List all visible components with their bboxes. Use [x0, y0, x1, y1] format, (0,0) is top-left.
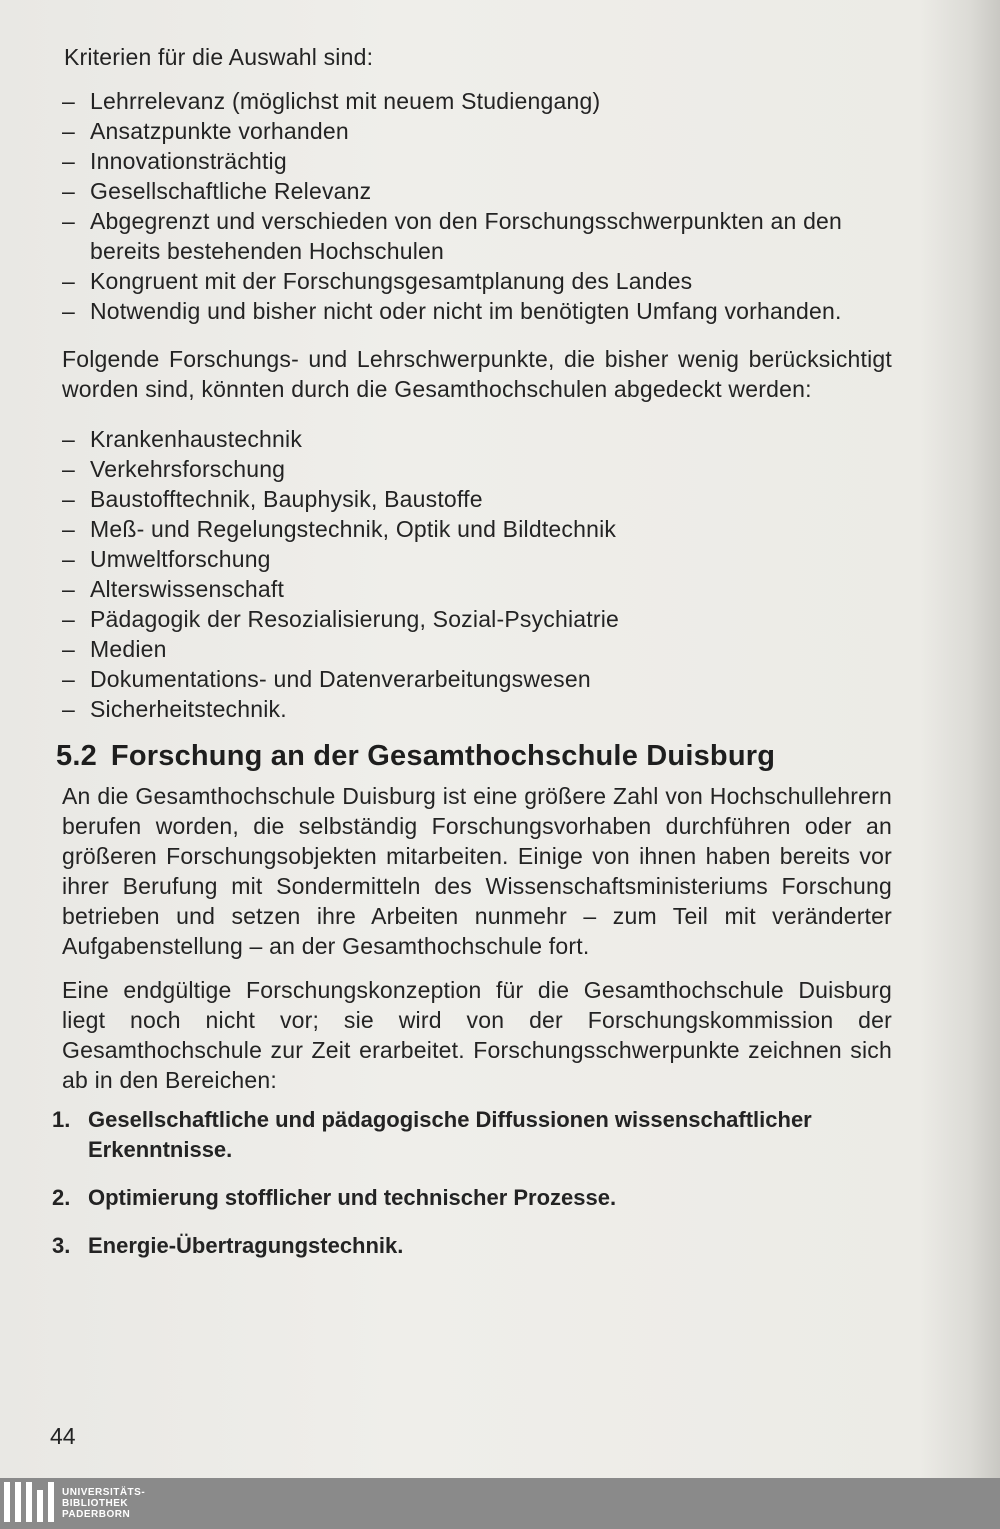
section-heading	[56, 740, 892, 773]
list-item: – Medien	[62, 634, 892, 664]
library-footer	[0, 1478, 1000, 1529]
list-item: – Innovationsträchtig	[62, 146, 892, 176]
library-name-line: PADERBORN	[62, 1509, 131, 1520]
focus-areas-list	[62, 424, 892, 724]
list-item	[52, 1105, 892, 1165]
body-paragraph: An die Gesamthochschule Duisburg ist eine größere Zahl von Hochschullehrern berufen worden, die selbständig Forschungsvorhaben durchführen oder an größeren Forschungsobjekten mitarbeiten. Einige von ihnen haben bereits vor ihrer Berufung mit Sondermitteln des Wissenschaftsministeriums Forschung betrieben und setzen ihre Arbeiten nunmehr – zum Teil mit veränderter Aufgabenstellung – an der Gesamthochschule fort.	[62, 783, 892, 959]
item-number: 3.	[52, 1233, 71, 1258]
item-number: 2.	[52, 1185, 71, 1210]
list-item: – Lehrrelevanz (möglichst mit neuem Studiengang)	[62, 86, 892, 116]
item-text: Optimierung stofflicher und technischer Prozesse.	[88, 1185, 617, 1210]
list-item: – Meß- und Regelungstechnik, Optik und Bildtechnik	[62, 514, 892, 544]
list-item: – Verkehrsforschung	[62, 454, 892, 484]
list-item	[52, 1183, 892, 1213]
list-item: – Baustofftechnik, Bauphysik, Baustoffe	[62, 484, 892, 514]
list-item: – Krankenhaustechnik	[62, 424, 892, 454]
criteria-list	[62, 86, 892, 326]
list-item: – Alterswissenschaft	[62, 574, 892, 604]
library-name	[62, 1487, 145, 1520]
list-item: – Gesellschaftliche Relevanz	[62, 176, 892, 206]
criteria-intro: Kriterien für die Auswahl sind:	[64, 44, 374, 70]
library-name-line: BIBLIOTHEK	[62, 1498, 129, 1509]
page-number: 44	[50, 1423, 76, 1449]
list-item: – Pädagogik der Resozialisierung, Sozial-Psychiatrie	[62, 604, 892, 634]
page-content	[52, 42, 892, 1279]
item-text: Gesellschaftliche und pädagogische Diffussionen wissenschaftlicher Erkenntnisse.	[88, 1107, 812, 1162]
list-item: – Abgegrenzt und verschieden von den Forschungsschwerpunkten an den bereits bestehenden Hochschulen	[62, 206, 892, 266]
body-paragraph: Eine endgültige Forschungskonzeption für die Gesamthochschule Duisburg liegt noch nicht vor; sie wird von der Forschungskommission der Gesamthochschule zur Zeit erarbeitet. Forschungsschwerpunkte zeichnen sich ab in den Bereichen:	[62, 977, 892, 1093]
library-name-line: UNIVERSITÄTS-	[62, 1487, 146, 1498]
library-logo-icon	[4, 1482, 54, 1526]
item-text: Energie-Übertragungstechnik.	[88, 1233, 404, 1258]
list-item: – Dokumentations- und Datenverarbeitungswesen	[62, 664, 892, 694]
list-item: – Umweltforschung	[62, 544, 892, 574]
list-item: – Ansatzpunkte vorhanden	[62, 116, 892, 146]
section-title: Forschung an der Gesamthochschule Duisburg	[110, 740, 776, 772]
list-item: – Notwendig und bisher nicht oder nicht im benötigten Umfang vorhanden.	[62, 296, 892, 326]
item-number: 1.	[52, 1107, 71, 1132]
list-item	[52, 1231, 892, 1261]
section-number: 5.2	[56, 740, 97, 772]
focus-intro-paragraph: Folgende Forschungs- und Lehrschwerpunkte, die bisher wenig berücksichtigt worden sind, könnten durch die Gesamthochschulen abgedeckt werden:	[62, 346, 892, 402]
list-item: – Kongruent mit der Forschungsgesamtplanung des Landes	[62, 266, 892, 296]
research-areas-list	[52, 1105, 892, 1261]
list-item: – Sicherheitstechnik.	[62, 694, 892, 724]
